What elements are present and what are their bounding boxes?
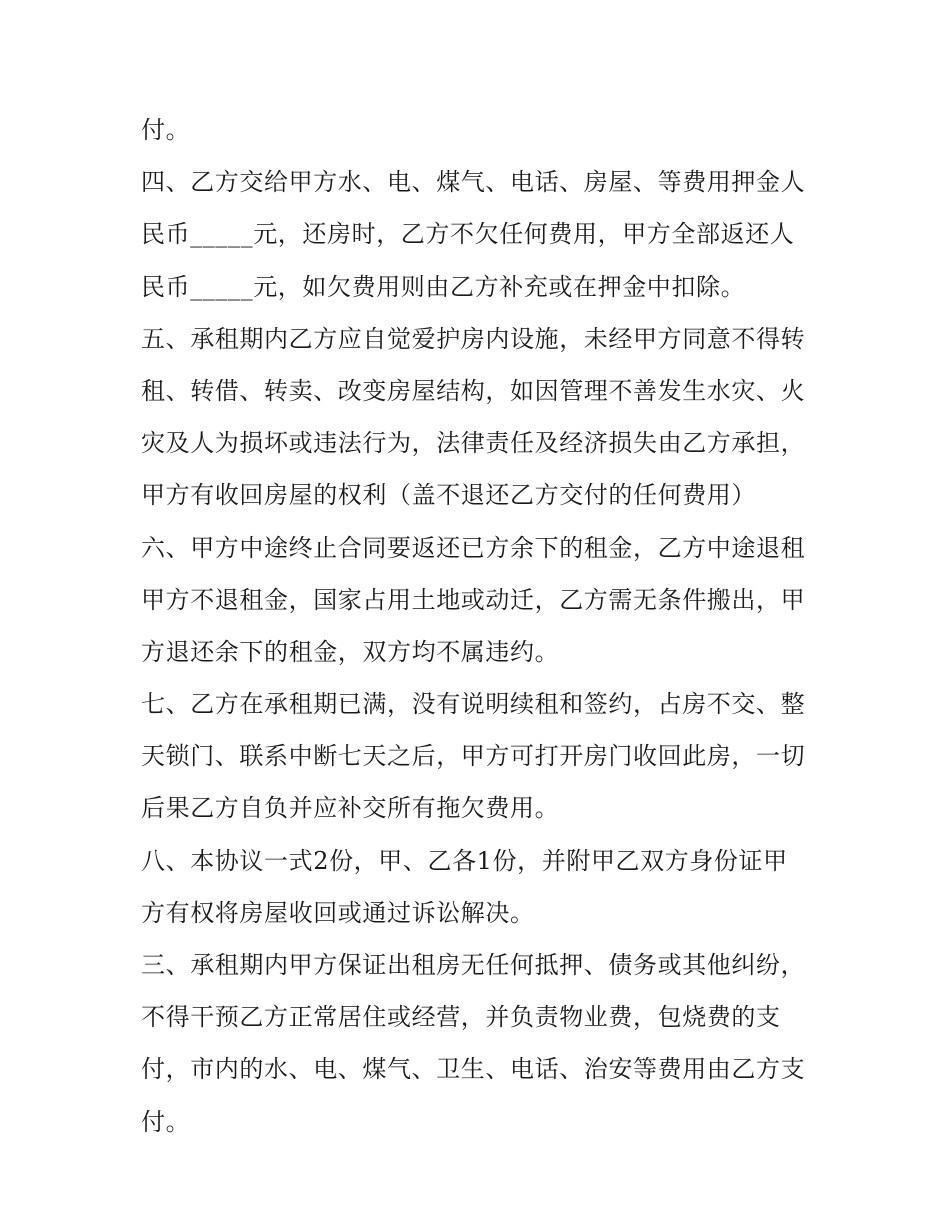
text-line: 方有权将房屋收回或通过诉讼解决。 [141, 898, 535, 927]
text-line: 付。 [141, 1107, 191, 1136]
text-line: 四、乙方交给甲方水、电、煤气、电话、房屋、等费用押金人 [141, 168, 806, 197]
text-line: 甲方不退租金，国家占用土地或动迁，乙方需无条件搬出，甲 [141, 585, 806, 614]
text-line: 民币_____元，还房时，乙方不欠任何费用，甲方全部返还人 [141, 220, 795, 249]
text-line: 七、乙方在承租期已满，没有说明续租和签约，占房不交、整 [141, 690, 806, 719]
text-line: 甲方有收回房屋的权利（盖不退还乙方交付的任何费用） [141, 481, 756, 510]
text-line: 方退还余下的租金，双方均不属违约。 [141, 637, 560, 666]
text-line: 租、转借、转卖、改变房屋结构，如因管理不善发生水灾、火 [141, 376, 806, 405]
text-line: 八、本协议一式2份，甲、乙各1份，并附甲乙双方身份证甲 [141, 846, 788, 875]
text-line: 后果乙方自负并应补交所有拖欠费用。 [141, 794, 560, 823]
text-line: 不得干预乙方正常居住或经营，并负责物业费，包烧费的支 [141, 1003, 781, 1032]
text-line: 民币_____元，如欠费用则由乙方补充或在押金中扣除。 [141, 272, 746, 301]
text-line: 六、甲方中途终止合同要返还已方余下的租金，乙方中途退租 [141, 533, 806, 562]
text-line: 付，市内的水、电、煤气、卫生、电话、治安等费用由乙方支 [141, 1055, 806, 1084]
contract-text [141, 104, 821, 1148]
text-line: 三、承租期内甲方保证出租房无任何抵押、债务或其他纠纷， [141, 951, 806, 979]
text-line: 灾及人为损坏或违法行为，法律责任及经济损失由乙方承担， [141, 429, 806, 458]
text-line: 天锁门、联系中断七天之后，甲方可打开房门收回此房，一切 [141, 742, 806, 771]
text-line: 五、承租期内乙方应自觉爱护房内设施，未经甲方同意不得转 [141, 324, 806, 353]
text-line: 付。 [141, 116, 191, 144]
